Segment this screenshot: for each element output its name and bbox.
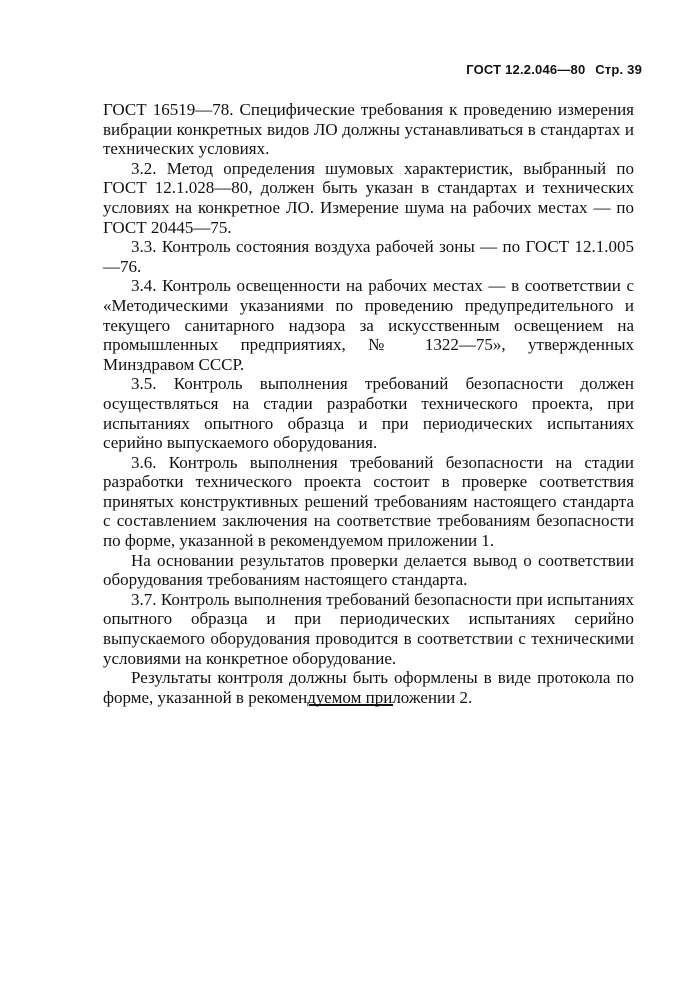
paragraph-3-5: 3.5. Контроль выполнения требований безопасности должен осуществляться на стадии разработки технического проекта, при испытаниях опытного образца и при периодических испытаниях серийно выпускаемого оборудования. xyxy=(103,374,634,453)
paragraph-3-6: 3.6. Контроль выполнения требований безопасности на стадии разработки технического проекта состоит в проверке соответствия принятых конструктивных решений требованиям настоящего стандарта с составлением заключения на соответствие требованиям безопасности по форме, указанной в рекомендуемом приложении 1. xyxy=(103,452,634,551)
paragraph-results: Результаты контроля должны быть оформлены в виде протокола по форме, указанной в рекомендуемом приложении 2. xyxy=(103,668,634,707)
page-number: Стр. 39 xyxy=(595,62,642,77)
paragraph-3-4: 3.4. Контроль освещенности на рабочих местах — в соответствии с «Методическими указаниями по проведению предупредительного и текущего санитарного надзора за искусственным освещением на промышленных предприятиях, № 1322—75», утвержденных Минздравом СССР. xyxy=(103,276,634,374)
paragraph-continuation: ГОСТ 16519—78. Специфические требования к проведению измерения вибрации конкретных видов ЛО должны устанавливаться в стандартах и технических условиях. xyxy=(103,100,634,159)
paragraph-3-6-conclusion: На основании результатов проверки делается вывод о соответствии оборудования требованиям настоящего стандарта. xyxy=(103,550,634,590)
document-body xyxy=(103,100,634,707)
paragraph-3-2: 3.2. Метод определения шумовых характеристик, выбранный по ГОСТ 12.1.028—80, должен быть указан в стандартах и технических условиях на конкретное ЛО. Измерение шума на рабочих местах — по ГОСТ 20445—75. xyxy=(103,158,634,237)
paragraph-3-7: 3.7. Контроль выполнения требований безопасности при испытаниях опытного образца и при периодических испытаниях серийно выпускаемого оборудования проводится в соответствии с техническими условиями на конкретное оборудование. xyxy=(103,589,634,668)
paragraph-3-3: 3.3. Контроль состояния воздуха рабочей зоны — по ГОСТ 12.1.005—76. xyxy=(103,237,634,276)
page-header xyxy=(466,62,642,77)
standard-number: ГОСТ 12.2.046—80 xyxy=(466,62,586,77)
section-end-rule xyxy=(309,704,393,706)
